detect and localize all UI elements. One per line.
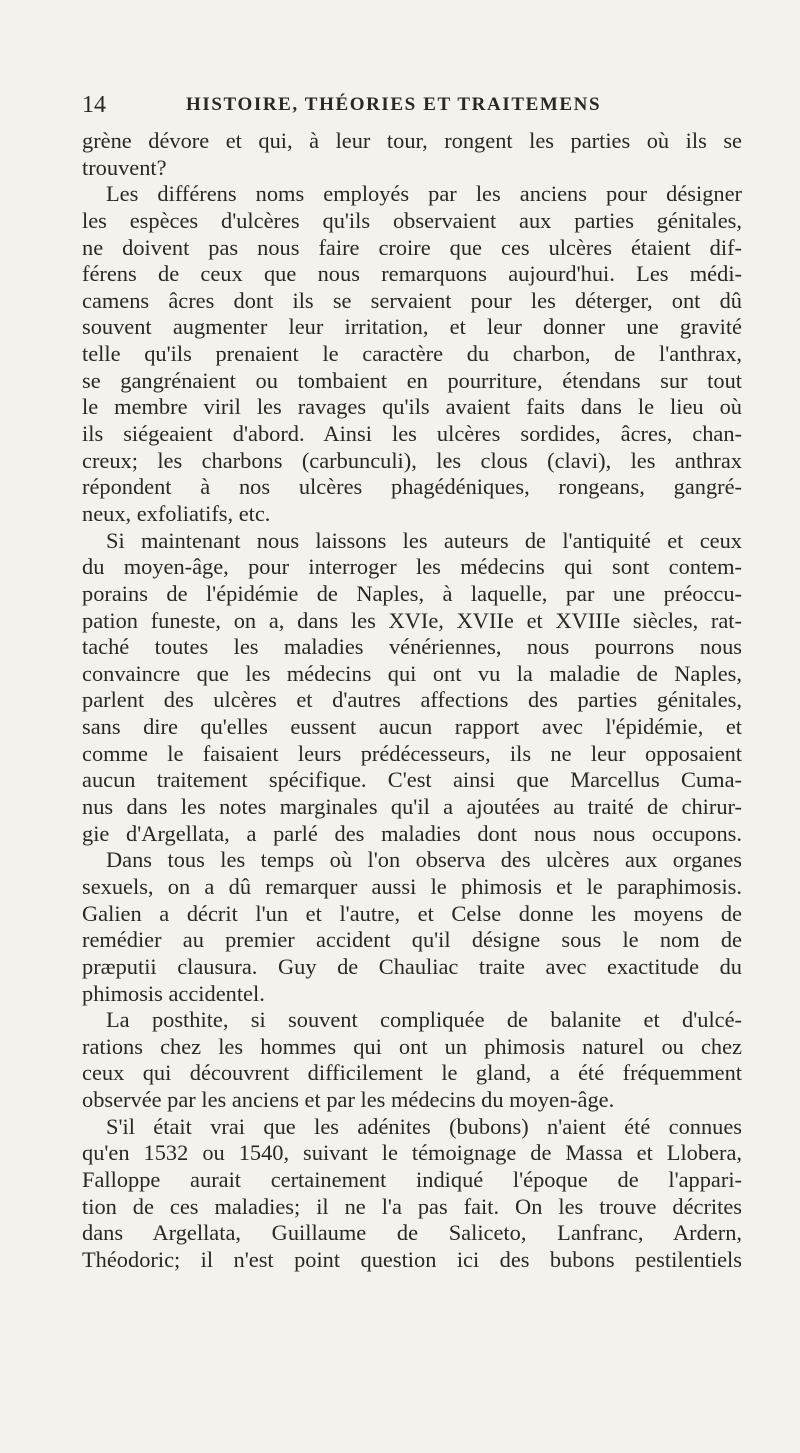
text-line: comme le faisaient leurs prédécesseurs, ils ne leur opposaient [82, 740, 742, 766]
text-line: Si maintenant nous laissons les auteurs de l'antiquité et ceux [106, 527, 742, 553]
text-line: aucun traitement spécifique. C'est ainsi que Marcellus Cuma- [82, 767, 742, 793]
text-line: Les différens noms employés par les anciens pour désigner [106, 181, 742, 207]
text-line: rations chez les hommes qui ont un phimosis naturel ou chez [82, 1033, 742, 1059]
text-line: le membre viril les ravages qu'ils avaient faits dans le lieu où [82, 394, 742, 420]
text-line: La posthite, si souvent compliquée de balanite et d'ulcé- [106, 1007, 742, 1033]
text-line: les espèces d'ulcères qu'ils observaient aux parties génitales, [82, 207, 742, 233]
text-line: ceux qui découvrent difficilement le gland, a été fréquemment [82, 1060, 742, 1086]
text-line: camens âcres dont ils se servaient pour les déterger, ont dû [82, 287, 742, 313]
text-line: trouvent? [82, 154, 167, 180]
text-line: dans Argellata, Guillaume de Saliceto, Lanfranc, Ardern, [82, 1220, 742, 1246]
text-line: remédier au premier accident qu'il désigne sous le nom de [82, 927, 742, 953]
text-line: taché toutes les maladies vénériennes, nous pourrons nous [82, 634, 742, 660]
text-line: ne doivent pas nous faire croire que ces ulcères étaient dif- [82, 234, 742, 260]
text-line: Galien a décrit l'un et l'autre, et Celse donne les moyens de [82, 900, 742, 926]
text-line: gie d'Argellata, a parlé des maladies dont nous nous occupons. [82, 820, 742, 846]
text-line: porains de l'épidémie de Naples, à laquelle, par une préoccu- [82, 580, 742, 606]
page-header [82, 90, 742, 120]
text-line: souvent augmenter leur irritation, et leur donner une gravité [82, 314, 742, 340]
body-text [82, 128, 742, 1274]
text-line: qu'en 1532 ou 1540, suivant le témoignage de Massa et Llobera, [82, 1140, 742, 1166]
text-line: tion de ces maladies; il ne l'a pas fait. On les trouve décrites [82, 1193, 742, 1219]
text-line: sexuels, on a dû remarquer aussi le phimosis et le paraphimosis. [82, 873, 742, 899]
text-line: Dans tous les temps où l'on observa des ulcères aux organes [106, 847, 742, 873]
text-line: telle qu'ils prenaient le caractère du charbon, de l'anthrax, [82, 341, 742, 367]
page-number: 14 [82, 92, 106, 118]
text-line: Théodoric; il n'est point question ici des bubons pestilentiels [82, 1246, 742, 1272]
text-line: creux; les charbons (carbunculi), les clous (clavi), les anthrax [82, 447, 742, 473]
text-line: se gangrénaient ou tombaient en pourriture, étendans sur tout [82, 367, 742, 393]
text-line: Falloppe aurait certainement indiqué l'époque de l'appari- [82, 1166, 742, 1192]
text-line: neux, exfoliatifs, etc. [82, 500, 271, 526]
text-line: répondent à nos ulcères phagédéniques, rongeans, gangré- [82, 474, 742, 500]
text-line: du moyen-âge, pour interroger les médecins qui sont contem- [82, 554, 742, 580]
text-line: phimosis accidentel. [82, 980, 265, 1006]
text-line: grène dévore et qui, à leur tour, rongent les parties où ils se [82, 128, 742, 153]
running-head: HISTOIRE, THÉORIES ET TRAITEMENS [186, 94, 602, 115]
text-line: S'il était vrai que les adénites (bubons) n'aient été connues [106, 1113, 742, 1139]
text-line: sans dire qu'elles eussent aucun rapport avec l'épidémie, et [82, 714, 742, 740]
text-line: observée par les anciens et par les médecins du moyen-âge. [82, 1087, 615, 1113]
text-line: nus dans les notes marginales qu'il a ajoutées au traité de chirur- [82, 794, 742, 820]
text-line: pation funeste, on a, dans les XVIe, XVIIe et XVIIIe siècles, rat- [82, 607, 742, 633]
text-line: ils siégeaient d'abord. Ainsi les ulcères sordides, âcres, chan- [82, 421, 742, 447]
text-line: præputii clausura. Guy de Chauliac traite avec exactitude du [82, 953, 742, 979]
text-line: parlent des ulcères et d'autres affections des parties génitales, [82, 687, 742, 713]
text-line: férens de ceux que nous remarquons aujourd'hui. Les médi- [82, 261, 742, 287]
text-line: convaincre que les médecins qui ont vu la maladie de Naples, [82, 660, 742, 686]
